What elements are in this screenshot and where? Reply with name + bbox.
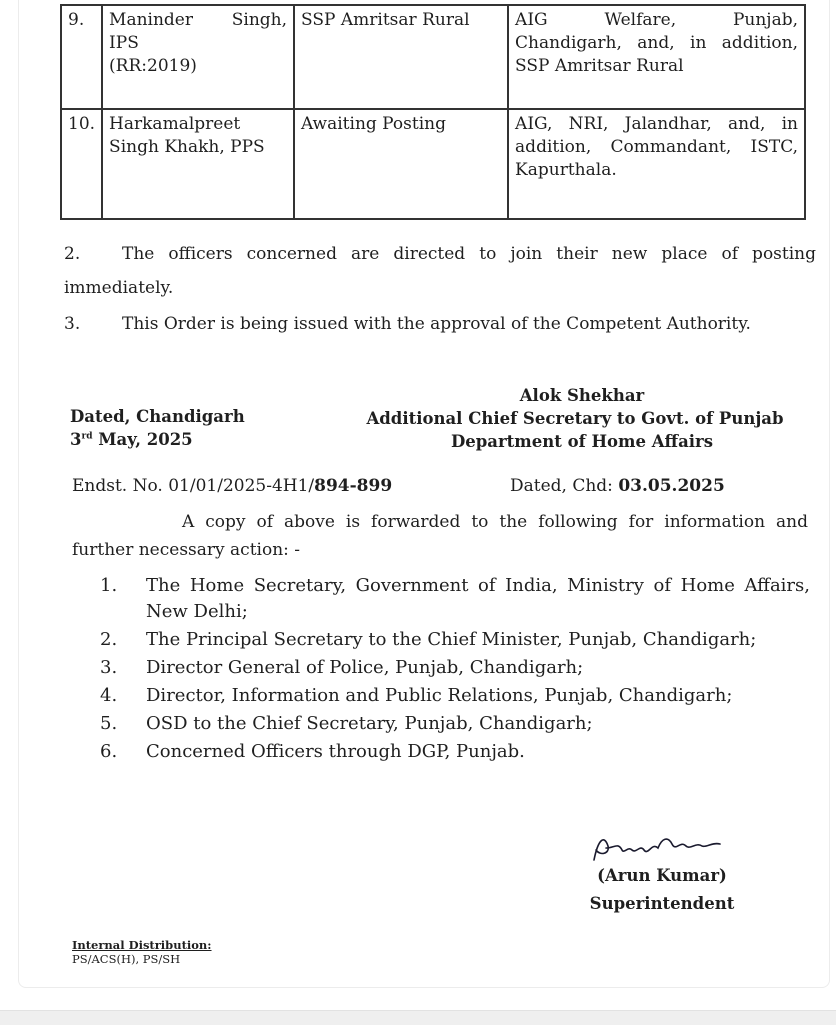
endst-prefix: Endst. No. 01/01/2025-4H1/: [72, 476, 315, 496]
internal-distribution: [72, 938, 212, 966]
officer-signature-name: (Arun Kumar): [597, 866, 727, 885]
table-row: [61, 109, 805, 219]
postings-table: [60, 4, 806, 220]
list-number: 5.: [100, 713, 118, 734]
list-number: 3.: [100, 657, 118, 678]
table-row: [61, 5, 805, 109]
list-item: [100, 627, 810, 653]
serial-number: 9.: [61, 5, 102, 109]
list-text: Concerned Officers through DGP, Punjab.: [146, 741, 525, 762]
paragraph-number: 2.: [64, 244, 81, 264]
new-posting: AIG Welfare, Punjab, Chandigarh, and, in addition, SSP Amritsar Rural: [508, 5, 805, 109]
forwarding-note: [72, 508, 808, 564]
signatory-department: Department of Home Affairs: [450, 432, 714, 451]
officer-signature-designation: Superintendent: [589, 894, 735, 913]
list-item: [100, 683, 810, 709]
endorsement-number: [72, 476, 392, 496]
page-bottom-bar: [0, 1010, 836, 1025]
list-item: [100, 655, 810, 681]
internal-value: PS/ACS(H), PS/SH: [72, 952, 181, 966]
list-text: Director, Information and Public Relations, Punjab, Chandigarh;: [146, 685, 733, 706]
officer-name-cell: [102, 5, 294, 109]
list-number: 4.: [100, 685, 118, 706]
list-text: OSD to the Chief Secretary, Punjab, Chandigarh;: [146, 713, 593, 734]
list-number: 2.: [100, 629, 118, 650]
signatory-designation: Additional Chief Secretary to Govt. of Punjab: [366, 409, 784, 428]
handwritten-signature: [588, 830, 728, 864]
list-number: 1.: [100, 575, 118, 596]
date-day: 3: [70, 430, 82, 449]
officer-batch: (RR:2019): [109, 56, 197, 76]
officer-service: IPS: [109, 33, 139, 53]
present-posting: Awaiting Posting: [294, 109, 508, 219]
officer-name: Maninder Singh,: [109, 10, 288, 30]
endst-range: 894-899: [314, 476, 393, 496]
list-item: [100, 711, 810, 737]
endst-date: 03.05.2025: [618, 476, 725, 496]
endorsement-date: [510, 476, 725, 496]
paragraph-2: [64, 237, 816, 305]
date-month-year: May, 2025: [98, 430, 193, 449]
dated-place: Dated, Chandigarh: [70, 407, 245, 426]
list-text: The Home Secretary, Government of India, Ministry of Home Affairs, New Delhi;: [146, 575, 810, 622]
list-number: 6.: [100, 741, 118, 762]
paragraph-text: The officers concerned are directed to join their new place of posting immediately.: [64, 244, 816, 298]
paragraph-number: 3.: [64, 314, 81, 334]
dated-date: [70, 430, 193, 449]
officer-name-cont: Singh Khakh, PPS: [109, 137, 265, 157]
endst-dated-label: Dated, Chd:: [510, 476, 613, 496]
recipient-list: [100, 573, 810, 767]
list-text: Director General of Police, Punjab, Chandigarh;: [146, 657, 584, 678]
list-item: [100, 739, 810, 765]
list-text: The Principal Secretary to the Chief Minister, Punjab, Chandigarh;: [146, 629, 757, 650]
paragraph-3: [64, 307, 816, 341]
date-ordinal: rd: [81, 431, 93, 442]
signatory-name: Alok Shekhar: [519, 386, 645, 405]
serial-number: 10.: [61, 109, 102, 219]
present-posting: SSP Amritsar Rural: [294, 5, 508, 109]
officer-block: [582, 862, 742, 918]
internal-label: Internal Distribution:: [72, 938, 212, 952]
list-item: [100, 573, 810, 625]
forwarding-text: A copy of above is forwarded to the following for information and further necessary action: -: [72, 512, 808, 560]
officer-name: Harkamalpreet: [109, 114, 241, 134]
officer-name-cell: [102, 109, 294, 219]
new-posting: AIG, NRI, Jalandhar, and, in addition, Commandant, ISTC, Kapurthala.: [508, 109, 805, 219]
paragraph-text: This Order is being issued with the approval of the Competent Authority.: [122, 314, 751, 334]
